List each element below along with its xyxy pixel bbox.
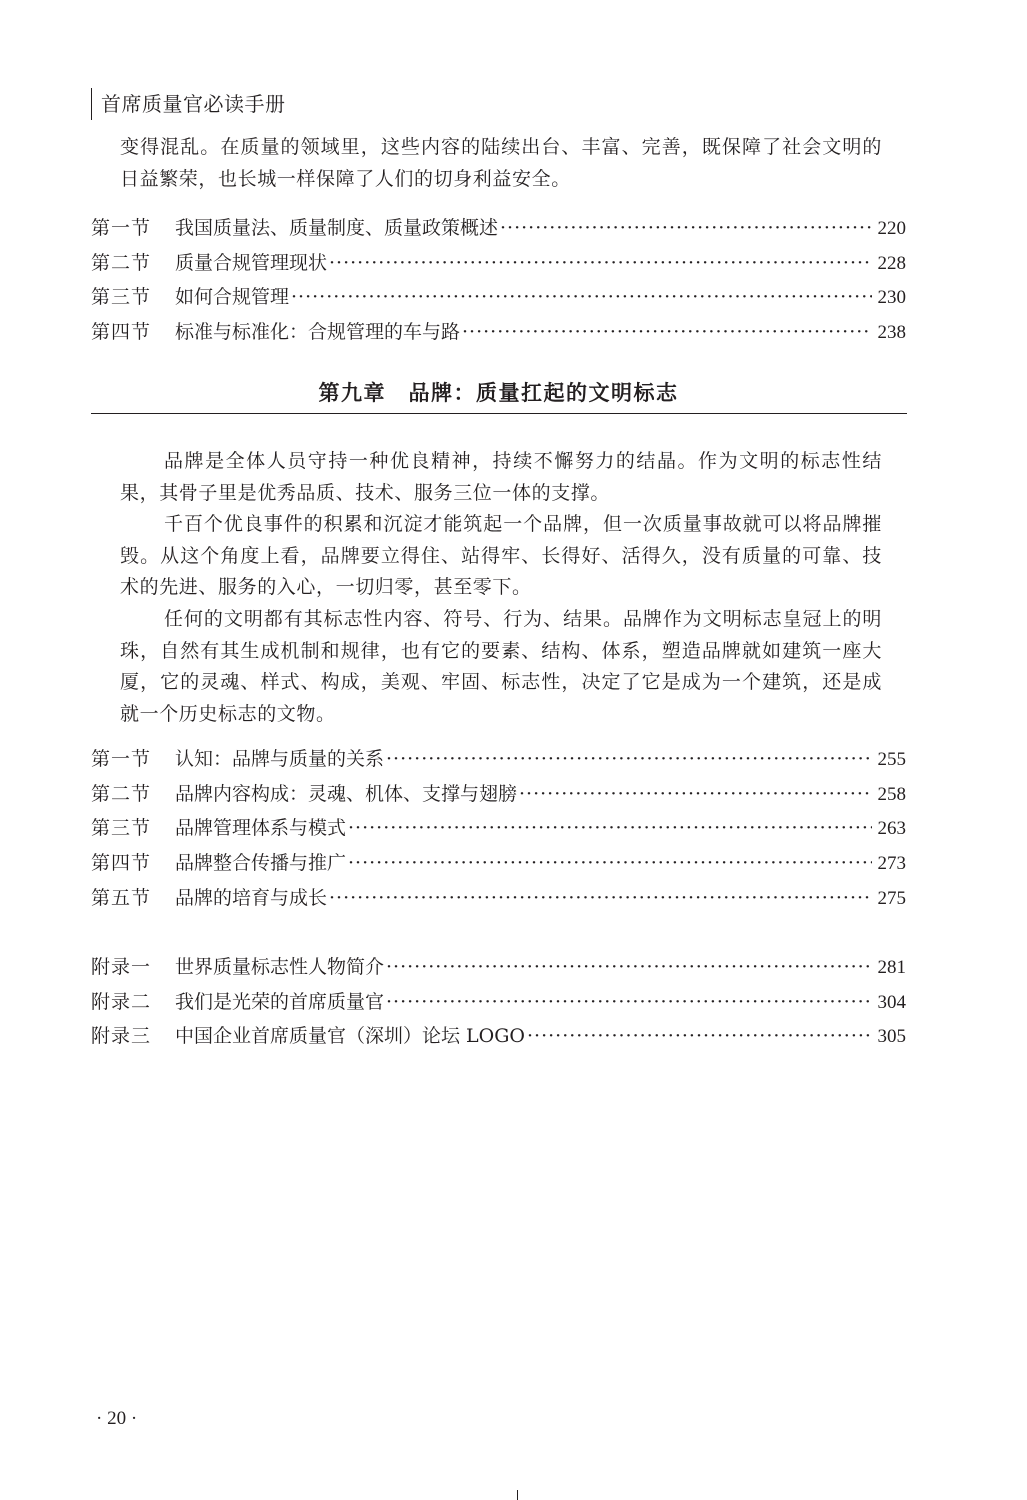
toc-entry[interactable] <box>91 777 906 812</box>
toc-entry[interactable] <box>91 950 906 985</box>
page-number: · 20 · <box>96 1408 138 1429</box>
toc-title: 世界质量标志性人物简介 <box>175 956 385 978</box>
toc-entry[interactable] <box>91 811 906 846</box>
toc-page-number: 228 <box>877 252 906 274</box>
toc-section-label: 第二节 <box>91 782 152 805</box>
toc-section-label: 第一节 <box>91 748 152 770</box>
crop-mark <box>517 1490 518 1500</box>
toc-page-number: 304 <box>877 991 906 1013</box>
toc-dot-leader <box>500 211 871 246</box>
toc-page-number: 263 <box>877 818 906 840</box>
toc-entry[interactable] <box>91 211 906 246</box>
toc-section-label: 附录三 <box>91 1025 152 1048</box>
chapter9-title[interactable]: 第九章 品牌：质量扛起的文明标志 <box>318 381 679 405</box>
toc-section-label: 第五节 <box>91 886 152 909</box>
intro-continuation-paragraph: 变得混乱。在质量的领域里，这些内容的陆续出台、丰富、完善，既保障了社会文明的日益繁荣，也长城一样保障了人们的切身利益安全。 <box>120 136 882 190</box>
toc-title: 品牌管理体系与模式 <box>175 817 347 840</box>
toc-title: 我们是光荣的首席质量官 <box>175 990 385 1013</box>
toc-page-number: 238 <box>877 322 906 344</box>
chapter8-toc <box>91 211 906 350</box>
toc-entry[interactable] <box>91 846 906 881</box>
toc-dot-leader <box>329 881 871 916</box>
toc-entry[interactable] <box>91 742 906 777</box>
toc-section-label: 附录一 <box>91 956 152 978</box>
toc-title: 品牌整合传播与推广 <box>175 852 347 875</box>
toc-section-label: 第三节 <box>91 817 152 840</box>
toc-dot-leader <box>348 846 871 881</box>
toc-dot-leader <box>386 742 871 777</box>
toc-dot-leader <box>386 985 871 1020</box>
toc-title: 质量合规管理现状 <box>175 251 328 274</box>
toc-section-label: 第三节 <box>91 286 152 309</box>
toc-page-number: 258 <box>877 783 906 805</box>
chapter-divider <box>91 413 907 414</box>
toc-title: 我国质量法、质量制度、质量政策概述 <box>175 217 499 239</box>
toc-title: 品牌的培育与成长 <box>175 886 328 909</box>
toc-page-number: 220 <box>877 218 906 239</box>
toc-page-number: 230 <box>877 287 906 309</box>
toc-dot-leader <box>462 315 871 350</box>
toc-dot-leader <box>348 811 871 846</box>
toc-title: 品牌内容构成：灵魂、机体、支撑与翅膀 <box>175 782 518 805</box>
toc-entry[interactable] <box>91 246 906 281</box>
toc-dot-leader <box>291 280 871 315</box>
toc-section-label: 第四节 <box>91 321 152 344</box>
toc-entry[interactable] <box>91 881 906 916</box>
toc-page-number: 275 <box>877 887 906 909</box>
toc-page-number: 273 <box>877 853 906 875</box>
toc-section-label: 第一节 <box>91 217 152 239</box>
chapter9-paragraph-2: 千百个优良事件的积累和沉淀才能筑起一个品牌，但一次质量事故就可以将品牌摧毁。从这个角度上看，品牌要立得住、站得牢、长得好、活得久，没有质量的可靠、技术的先进、服务的入心，一切归零，甚至零下。 <box>120 513 882 598</box>
toc-page-number: 255 <box>877 749 906 770</box>
toc-entry[interactable] <box>91 315 906 350</box>
toc-dot-leader <box>527 1019 872 1054</box>
running-head: 首席质量官必读手册 <box>91 88 286 120</box>
toc-page-number: 281 <box>877 957 906 978</box>
toc-entry[interactable] <box>91 280 906 315</box>
toc-section-label: 第四节 <box>91 852 152 875</box>
toc-entry[interactable] <box>91 985 906 1020</box>
chapter9-paragraph-3: 任何的文明都有其标志性内容、符号、行为、结果。品牌作为文明标志皇冠上的明珠，自然有其生成机制和规律，也有它的要素、结构、体系，塑造品牌就如建筑一座大厦，它的灵魂、样式、构成，美观、牢固、标志性，决定了它是成为一个建筑，还是成就一个历史标志的文物。 <box>120 608 882 725</box>
toc-dot-leader <box>519 777 871 812</box>
toc-page-number: 305 <box>877 1026 906 1048</box>
appendix-toc <box>91 950 906 1054</box>
toc-title: 如何合规管理 <box>175 286 290 309</box>
toc-title: 中国企业首席质量官（深圳）论坛 LOGO <box>175 1025 525 1048</box>
toc-title: 标准与标准化：合规管理的车与路 <box>175 321 461 344</box>
toc-entry[interactable] <box>91 1019 906 1054</box>
chapter9-paragraph-1: 品牌是全体人员守持一种优良精神，持续不懈努力的结晶。作为文明的标志性结果，其骨子里是优秀品质、技术、服务三位一体的支撑。 <box>120 450 882 504</box>
toc-dot-leader <box>329 246 871 281</box>
toc-title: 认知：品牌与质量的关系 <box>175 748 385 770</box>
toc-section-label: 附录二 <box>91 990 152 1013</box>
toc-section-label: 第二节 <box>91 251 152 274</box>
toc-dot-leader <box>386 950 871 985</box>
chapter9-toc <box>91 742 906 915</box>
